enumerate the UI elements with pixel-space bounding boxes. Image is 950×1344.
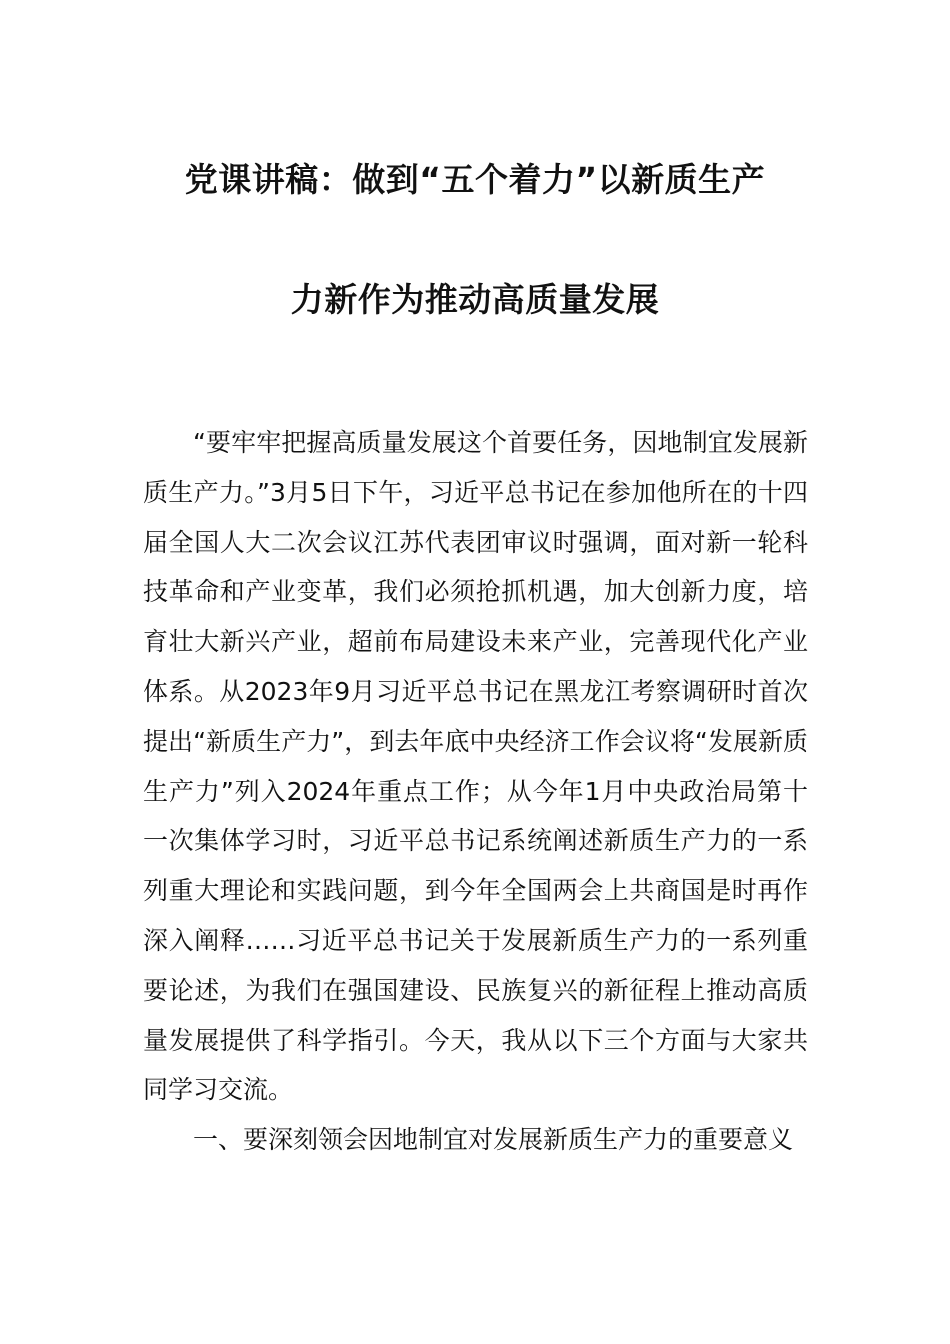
document-body <box>143 418 808 1165</box>
document-title-line-1: 党课讲稿：做到“五个着力”以新质生产 <box>184 160 766 199</box>
section-heading-1: 一、要深刻领会因地制宜对发展新质生产力的重要意义 <box>193 1125 794 1155</box>
document-title-line-2: 力新作为推动高质量发展 <box>290 280 660 319</box>
intro-paragraph: “要牢牢把握高质量发展这个首要任务，因地制宜发展新质生产力。”3月5日下午，习近平总书记在参加他所在的十四届全国人大二次会议江苏代表团审议时强调，面对新一轮科技革命和产业变革，我们必须抢抓机遇，加大创新力度，培育壮大新兴产业，超前布局建设未来产业，完善现代化产业体系。从2023年9月习近平总书记在黑龙江考察调研时首次提出“新质生产力”，到去年底中央经济工作会议将“发展新质生产力”列入2024年重点工作；从今年1月中央政治局第十一次集体学习时，习近平总书记系统阐述新质生产力的一系列重大理论和实践问题，到今年全国两会上共商国是时再作深入阐释……习近平总书记关于发展新质生产力的一系列重要论述，为我们在强国建设、民族复兴的新征程上推动高质量发展提供了科学指引。今天，我从以下三个方面与大家共同学习交流。 <box>143 428 808 1105</box>
